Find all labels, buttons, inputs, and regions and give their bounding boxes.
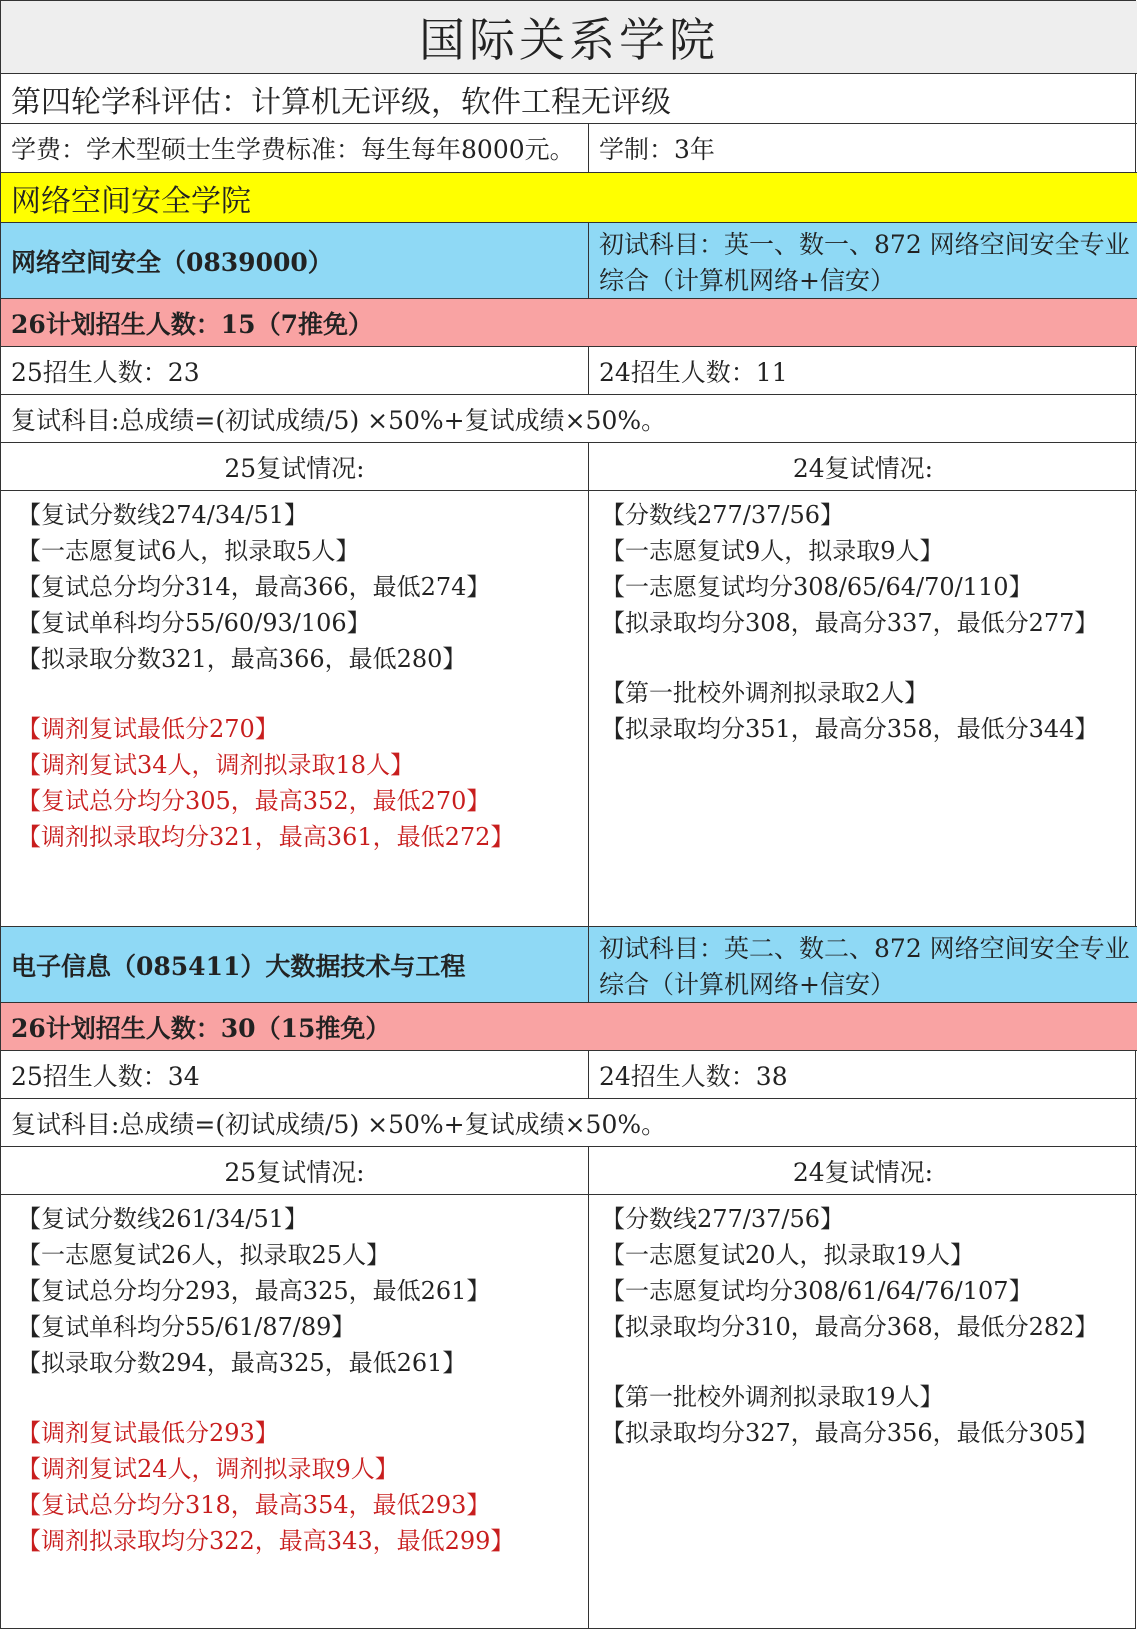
retest-24-details — [589, 491, 1137, 926]
enroll-24: 24招生人数：38 — [599, 1061, 788, 1091]
program-header-row — [1, 927, 1137, 1003]
list-item: 【复试分数线274/34/51】 — [17, 501, 309, 529]
list-item: 【一志愿复试6人，拟录取5人】 — [17, 537, 360, 565]
tuition-text: 学费：学术型硕士生学费标准：每生每年8000元。 — [1, 124, 589, 172]
retest-details-row — [1, 1195, 1137, 1629]
list-item: 【拟录取均分351，最高分358，最低分344】 — [601, 715, 1099, 743]
college-name: 网络空间安全学院 — [11, 183, 251, 219]
list-item: 【一志愿复试20人，拟录取19人】 — [601, 1241, 975, 1269]
list-item: 【复试分数线261/34/51】 — [17, 1205, 309, 1233]
retest-24-details — [589, 1195, 1137, 1629]
list-item-adjust: 【调剂拟录取均分322，最高343，最低299】 — [17, 1527, 515, 1555]
list-item: 【第一批校外调剂拟录取19人】 — [601, 1383, 944, 1411]
enroll-row — [1, 1051, 1137, 1099]
list-item: 【拟录取均分327，最高分356，最低分305】 — [601, 1419, 1099, 1447]
list-item-adjust: 【复试总分均分318，最高354，最低293】 — [17, 1491, 491, 1519]
plan-26: 26计划招生人数：15（7推免） — [11, 309, 373, 339]
list-item-adjust: 【调剂拟录取均分321，最高361，最低272】 — [17, 823, 515, 851]
list-item: 【分数线277/37/56】 — [601, 501, 845, 529]
retest-25-details — [1, 491, 589, 926]
retest-formula: 复试科目:总成绩=(初试成绩/5) ×50%+复试成绩×50%。 — [11, 405, 667, 435]
formula-row — [1, 395, 1137, 443]
evaluation-text: 第四轮学科评估：计算机无评级，软件工程无评级 — [11, 84, 671, 120]
program-name: 电子信息（085411）大数据技术与工程 — [1, 927, 589, 1002]
list-item: 【分数线277/37/56】 — [601, 1205, 845, 1233]
title-row — [1, 1, 1137, 74]
list-item: 【一志愿复试26人，拟录取25人】 — [17, 1241, 391, 1269]
list-item: 【复试单科均分55/60/93/106】 — [17, 609, 371, 637]
list-item-adjust: 【调剂复试最低分293】 — [17, 1419, 279, 1447]
exam-subjects: 初试科目：英二、数二、872 网络空间安全专业综合（计算机网络+信安） — [599, 934, 1130, 999]
list-item-adjust: 【调剂复试最低分270】 — [17, 715, 279, 743]
program-name: 网络空间安全（0839000） — [1, 223, 589, 298]
retest-formula: 复试科目:总成绩=(初试成绩/5) ×50%+复试成绩×50%。 — [11, 1109, 667, 1139]
list-item-adjust: 【复试总分均分305，最高352，最低270】 — [17, 787, 491, 815]
list-item: 【拟录取分数321，最高366，最低280】 — [17, 645, 467, 673]
enroll-row — [1, 347, 1137, 395]
list-item-adjust: 【调剂复试24人，调剂拟录取9人】 — [17, 1455, 399, 1483]
program-header-row — [1, 223, 1137, 299]
retest-24-header: 24复试情况: — [792, 453, 934, 483]
duration-text: 学制：3年 — [599, 135, 715, 164]
list-item: 【拟录取分数294，最高325，最低261】 — [17, 1349, 467, 1377]
retest-details-row — [1, 491, 1137, 927]
list-item: 【复试总分均分293，最高325，最低261】 — [17, 1277, 491, 1305]
list-item: 【复试总分均分314，最高366，最低274】 — [17, 573, 491, 601]
page-title: 国际关系学院 — [419, 13, 719, 67]
plan-26: 26计划招生人数：30（15推免） — [11, 1013, 391, 1043]
retest-25-details — [1, 1195, 589, 1629]
list-item: 【一志愿复试均分308/61/64/76/107】 — [601, 1277, 1033, 1305]
enroll-25: 25招生人数：34 — [1, 1051, 589, 1098]
list-item: 【一志愿复试均分308/65/64/70/110】 — [601, 573, 1033, 601]
enroll-24: 24招生人数：11 — [599, 357, 788, 387]
college-row — [1, 173, 1137, 223]
plan-row — [1, 299, 1137, 347]
list-item: 【复试单科均分55/61/87/89】 — [17, 1313, 356, 1341]
plan-row — [1, 1003, 1137, 1051]
retest-header-row — [1, 443, 1137, 491]
formula-row — [1, 1099, 1137, 1147]
tuition-row — [1, 124, 1137, 173]
list-item: 【拟录取均分310，最高分368，最低分282】 — [601, 1313, 1099, 1341]
retest-25-header: 25复试情况: — [1, 443, 589, 490]
enroll-25: 25招生人数：23 — [1, 347, 589, 394]
list-item: 【一志愿复试9人，拟录取9人】 — [601, 537, 944, 565]
list-item: 【第一批校外调剂拟录取2人】 — [601, 679, 929, 707]
exam-subjects: 初试科目：英一、数一、872 网络空间安全专业综合（计算机网络+信安） — [599, 230, 1130, 295]
retest-24-header: 24复试情况: — [792, 1157, 934, 1187]
evaluation-row — [1, 74, 1137, 124]
retest-25-header: 25复试情况: — [1, 1147, 589, 1194]
list-item: 【拟录取均分308，最高分337，最低分277】 — [601, 609, 1099, 637]
retest-header-row — [1, 1147, 1137, 1195]
list-item-adjust: 【调剂复试34人，调剂拟录取18人】 — [17, 751, 415, 779]
